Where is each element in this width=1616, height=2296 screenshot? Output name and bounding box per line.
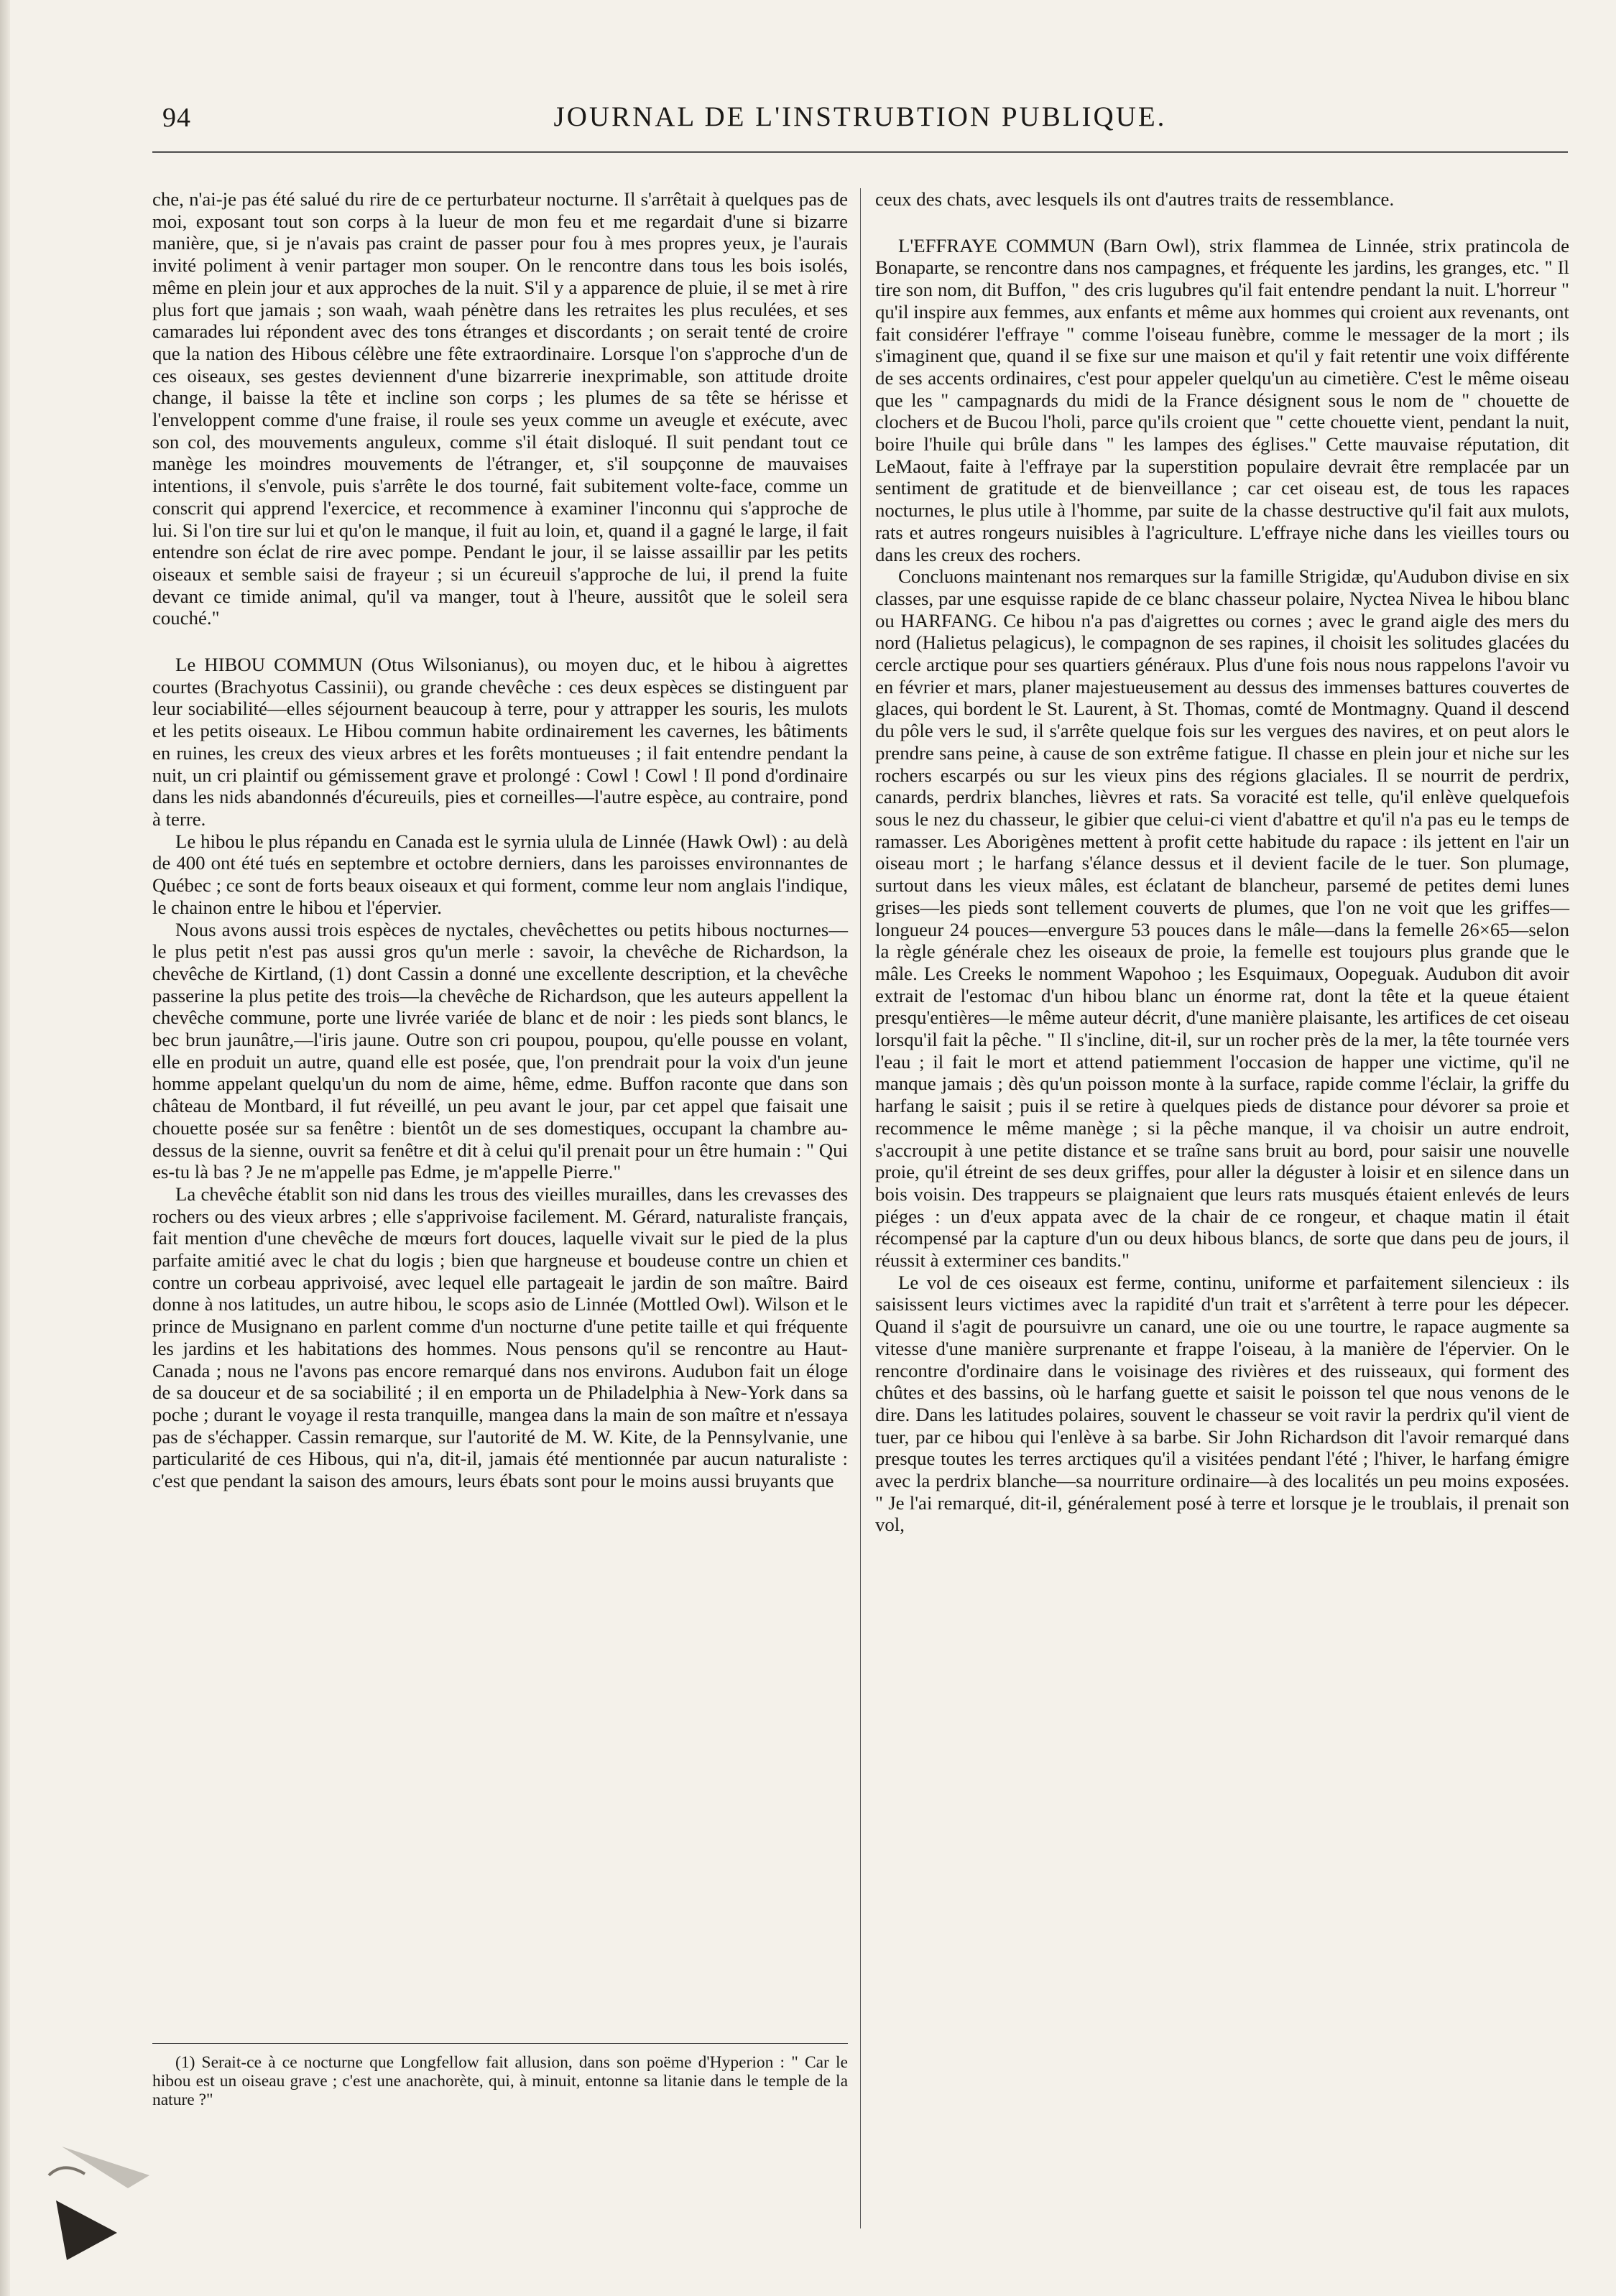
page-number: 94 — [162, 103, 191, 133]
right-paragraph-2: L'EFFRAYE COMMUN (Barn Owl), strix flammea de Linnée, strix pratincola de Bonaparte, se rencontre dans nos campagnes, et fréquente les jardins, les granges, etc. " Il tire son nom, dit Buffon, " des cris lugubres qu'il fait entendre pendant la nuit. L'horreur " qu'il inspire aux femmes, aux enfants et même aux hommes qui croient aux revenants, ont fait considérer l'effraye " comme l'oiseau funèbre, comme le messager de la mort ; ils s'imaginent que, quand il se fixe sur une maison et qu'il y fait retentir une voix différente de ses accents ordinaires, c'est pour appeler quelqu'un au cimetière. C'est le même oiseau que les " campagnards du midi de la France désignent sous le nom de " chouette de clochers et de Bucou l'holi, parce qu'ils croient que " cette chouette vient, pendant la nuit, boire l'huile qui brûle dans " les lampes des églises." Cette mauvaise réputation, dit LeMaout, faite à l'effraye par la superstition populaire devrait être remplacée par un sentiment de gratitude et de bienveillance ; car cet oiseau est, de tous les rapaces nocturnes, le plus utile à l'homme, par suite de la chasse destructive qu'il fait aux mulots, rats et autres rongeurs nuisibles à l'agriculture. L'effraye niche dans les vieilles tours ou dans les creux des rochers. — [875, 234, 1569, 565]
page-binding-edge — [0, 0, 10, 2296]
left-column — [152, 188, 848, 1492]
footnote-rule — [152, 2043, 848, 2044]
right-paragraph-1: ceux des chats, avec lesquels ils ont d'autres traits de ressemblance. — [875, 188, 1395, 210]
left-paragraph-3: Le hibou le plus répandu en Canada est le syrnia ulula de Linnée (Hawk Owl) : au delà de 400 ont été tués en septembre et octobre derniers, dans les paroisses environnantes de Québec ; ce sont de forts beaux oiseaux et qui forment, comme leur nom anglais l'indique, le chainon entre le hibou et l'épervier. — [152, 830, 848, 918]
right-column — [875, 188, 1569, 1536]
running-title: JOURNAL DE L'INSTRUBTION PUBLIQUE. — [553, 101, 1167, 132]
header-rule — [152, 151, 1568, 153]
left-paragraph-5: La chevêche établit son nid dans les trous des vieilles murailles, dans les crevasses des rochers ou des vieux arbres ; elle s'apprivoise facilement. M. Gérard, naturaliste français, fait mention d'une chevêche de mœurs fort douces, laquelle vivait sur le pied de la plus parfaite amitié avec le chat du logis ; bien que hargneuse et boudeuse contre un chien et contre un corbeau apprivoisé, avec lequel elle partageait le jardin de son maître. Baird donne à nos latitudes, un autre hibou, le scops asio de Linnée (Mottled Owl). Wilson et le prince de Musignano en parlent comme d'un nocturne d'une petite taille et qui fréquente les jardins et les habitations des hommes. Nous pensons qu'il se rencontre au Haut-Canada ; nous ne l'avons pas encore remarqué dans nos environs. Audubon fait un éloge de sa douceur et de sa sociabilité ; il en emporta un de Philadelphia à New-York dans sa poche ; durant le voyage il resta tranquille, mangea dans la main de son maître et n'essaya pas de s'échapper. Cassin remarque, sur l'autorité de M. W. Kite, de la Pennsylvanie, une particularité de ces Hibous, qui n'a, dit-il, jamais été mentionnée par aucun naturaliste : c'est que pendant la saison des amours, leurs ébats sont pour le moins aussi bruyants que — [152, 1182, 848, 1492]
right-paragraph-4: Le vol de ces oiseaux est ferme, continu, uniforme et parfaitement silencieux : ils saisissent leurs victimes avec la rapidité d'un trait et s'arrêtent à terre pour les dépecer. Quand il s'agit de poursuivre un canard, une oie ou une tourtre, le rapace augmente sa vitesse d'une manière surprenante et frappe l'oiseau, à la manière de l'épervier. On le rencontre d'ordinaire dans le voisinage des rivières et des ruisseaux, qui forment des chûtes et des bassins, où le harfang guette et saisit le poisson tel que nous venons de le dire. Dans les latitudes polaires, souvent le chasseur se voit ravir la perdrix qu'il vient de tuer, par ce hibou qui l'enlève à sa barbe. Sir John Richardson dit l'avoir remarqué dans presque toutes les terres arctiques qu'il a visitées pendant l'été ; l'hiver, le harfang émigre avec la perdrix blanche—sa nourriture ordinaire—à des localités un peu moins exposées. " Je l'ai remarqué, dit-il, généralement posé à terre et lorsque je le troublais, il prenait son vol, — [875, 1271, 1569, 1536]
left-paragraph-1: che, n'ai-je pas été salué du rire de ce perturbateur nocturne. Il s'arrêtait à quelques pas de moi, exposant tout son corps à la lueur de mon feu et me regardait d'une si bizarre manière, que, si je n'avais pas craint de passer pour fou à mes propres yeux, je l'aurais invité poliment à venir partager mon souper. On le rencontre dans tous les bois isolés, même en plein jour et aux approches de la nuit. S'il y a apparence de pluie, il se met à rire plus fort que jamais ; son waah, waah pénètre dans les retraites les plus reculées, et ses camarades lui répondent avec des tons étranges et discordants ; on serait tenté de croire que la nation des Hibous célèbre une fête extraordinaire. Lorsque l'on s'approche d'un de ces oiseaux, ses gestes deviennent d'une bizarrerie inexprimable, son attitude droite change, il baisse la tête et incline son corps ; les plumes de sa tête se hérisse et l'enveloppent comme d'une fraise, il roule ses yeux comme un aveugle et exécute, avec son col, des mouvements anguleux, comme s'il était disloqué. Il suit pendant tout ce manège les moindres mouvements de l'étranger, et, s'il soupçonne de mauvaises intentions, il s'envole, puis s'arrête le dos tourné, fait subitement volte-face, comme un conscrit qui apprend l'exercice, et recommence à examiner l'inconnu qui s'approche de lui. Si l'on tire sur lui et qu'on le manque, il fuit au loin, et, quand il a gagné le large, il fait entendre son éclat de rire avec pompe. Pendant le jour, il se laisse assaillir par les petits oiseaux et semble saisi de frayeur ; si un écureuil s'approche de lui, il prend la fuite devant ce timide animal, qu'il va manger, tout à l'heure, aussitôt que le soleil sera couché." — [152, 188, 848, 629]
right-paragraph-3: Concluons maintenant nos remarques sur la famille Strigidæ, qu'Audubon divise en six classes, par une esquisse rapide de ce blanc chasseur polaire, Nyctea Nivea le hibou blanc ou HARFANG. Ce hibou n'a pas d'aigrettes ou cornes ; avec le grand aigle des mers du nord (Halietus pelagicus), le compagnon de ses rapines, il choisit les solitudes glacées du cercle arctique pour ses quartiers généraux. Plus d'une fois nous nous rappelons l'avoir vu en février et mars, planer majestueusement au dessus des immenses battures couvertes de glaces, qui bordent le St. Laurent, à St. Thomas, comté de Montmagny. Quand il descend du pôle vers le sud, il s'arrête quelque fois sur les vergues des navires, et on peut alors le prendre sans peine, à cause de son extrême fatigue. Il chasse en plein jour et niche sur les rochers escarpés ou sur les vieux pins des régions glaciales. Il se nourrit de perdrix, canards, perdrix blanches, lièvres et rats. Sa voracité est telle, qu'il enlève quelquefois sous le nez du chasseur, le gibier que celui-ci vient d'abattre et qu'il n'a pas eu le temps de ramasser. Les Aborigènes mettent à profit cette habitude du rapace : ils jettent en l'air un oiseau mort ; le harfang s'élance dessus et il devient facile de le tuer. Son plumage, surtout dans les vieux mâles, est éclatant de blancheur, parsemé de petites demi lunes grises—les pieds sont tellement couverts de plumes, que l'on ne voit que les griffes—longueur 24 pouces—envergure 53 pouces dans le mâle—dans la femelle 26×65—selon la règle générale chez les oiseaux de proie, la femelle est toujours plus grande que le mâle. Les Creeks le nomment Wapohoo ; les Esquimaux, Oopeguak. Audubon dit avoir extrait de l'estomac d'un hibou blanc un énorme rat, dont la tête et la queue étaient presqu'entières—le même auteur décrit, d'une manière plaisante, les artifices de cet oiseau lorsqu'il fait la pêche. " Il s'incline, dit-il, sur un rocher près de la mer, la tête tournée vers l'eau ; il fait le mort et attend patiemment l'occasion de happer une victime, qu'il ne manque jamais ; dès qu'un poisson monte à la surface, rapide comme l'éclair, la griffe du harfang le saisit ; puis il se retire à quelques pieds de distance pour dévorer sa proie et recommence le même manège ; si la pêche manque, il va choisir un autre endroit, s'accroupit à une petite distance et se traîne sans bruit au bord, pour saisir une nouvelle proie, qu'il étreint de ses deux griffes, pour aller la déguster à loisir et en silence dans un bois voisin. Des trappeurs se plaignaient que leurs rats musqués étaient enlevés de leurs piéges : un d'eux appata avec de la chair de ce rongeur, et chaque matin il était récompensé par la capture d'un ou deux hibous blancs, de sorte que dans peu de jours, il réussit à exterminer ces bandits." — [875, 565, 1569, 1272]
column-divider — [860, 188, 861, 2228]
left-paragraph-2: Le HIBOU COMMUN (Otus Wilsonianus), ou moyen duc, et le hibou à aigrettes courtes (Brachyotus Cassinii), ou grande chevêche : ces deux espèces se distinguent par leur sociabilité—elles séjournent beaucoup à terre, pour y attrapper les souris, les mulots et les petits oiseaux. Le Hibou commun habite ordinairement les cavernes, les bâtiments en ruines, les creux des vieux arbres et les forêts montueuses ; il fait entendre pendant la nuit, un cri plaintif ou gémissement grave et prolongé : Cowl ! Cowl ! Il pond d'ordinaire dans les nids abandonnés d'écureuils, pies et corneilles—l'autre espèce, au contraire, pond à terre. — [152, 654, 848, 830]
footnote: (1) Serait-ce à ce nocturne que Longfellow fait allusion, dans son poëme d'Hyperion : " Car le hibou est un oiseau grave ; c'est une anachorète, qui, à minuit, entonne sa litanie dans le temple de la nature ?" — [152, 2053, 848, 2109]
page-header — [152, 92, 1568, 135]
left-paragraph-4: Nous avons aussi trois espèces de nyctales, chevêchettes ou petits hibous nocturnes—le plus petit n'est pas aussi gros qu'un merle : savoir, la chevêche de Richardson, la chevêche de Kirtland, (1) dont Cassin a donné une excellente description, et la chevêche passerine la plus petite des trois—la chevêche de Richardson, que les auteurs appellent la chevêche commune, porte une livrée variée de blanc et de noir : les pieds sont blancs, le bec brun jaunâtre,—l'iris jaune. Outre son cri poupou, poupou, qu'elle pousse en volant, elle en produit un autre, quand elle est posée, que, l'on prendrait pour la voix d'un jeune homme appelant quelqu'un du nom de aime, hême, edme. Buffon raconte que dans son château de Montbard, il fut réveillé, un peu avant le jour, par cet appel que faisait une chouette posée sur sa fenêtre : bientôt un de ses domestiques, occupant la chambre au-dessus de la sienne, ouvrit sa fenêtre et dit à celui qu'il prenait pour un être humain : " Qui es-tu là bas ? Je ne m'appelle pas Edme, je m'appelle Pierre." — [152, 918, 848, 1183]
scan-corner-mark — [42, 2132, 164, 2262]
